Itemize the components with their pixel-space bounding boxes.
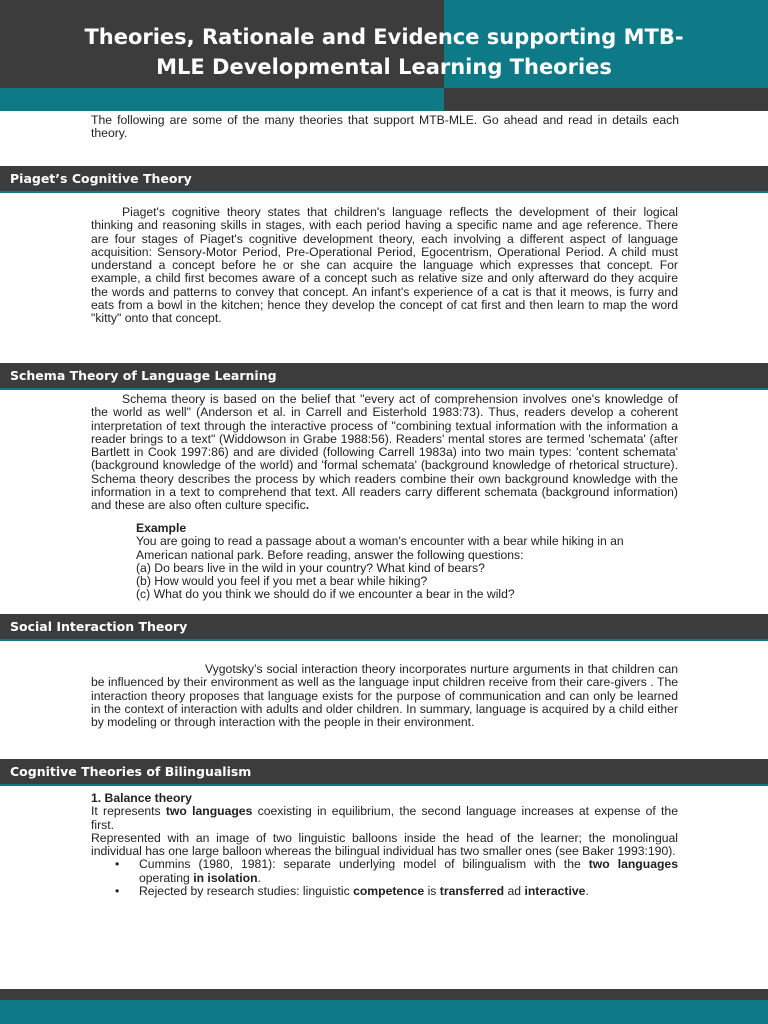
- footer-teal-band: [0, 1000, 768, 1024]
- intro-paragraph: The following are some of the many theories that support MTB-MLE. Go ahead and read in details each theory.: [91, 113, 679, 141]
- piaget-body: [91, 206, 678, 326]
- section-heading-schema: Schema Theory of Language Learning: [10, 368, 277, 383]
- balance-paragraph-1: [91, 805, 678, 832]
- example-question-a: (a) Do bears live in the wild in your country? What kind of bears?: [136, 560, 485, 575]
- schema-paragraph: [91, 393, 678, 513]
- schema-example: [136, 522, 676, 602]
- bullet2-bold-f: interactive: [524, 884, 586, 899]
- section-bar-bilingual: [0, 759, 768, 786]
- bullet-dot-icon: •: [115, 857, 120, 872]
- section-heading-piaget: Piaget’s Cognitive Theory: [10, 171, 192, 186]
- schema-paragraph-end: .: [305, 498, 310, 513]
- example-text: You are going to read a passage about a woman's encounter with a bear while hiking in an American national park. Before reading, answer the following questions:: [136, 534, 624, 562]
- bullet1-text-a: Cummins (1980, 1981): separate underlying model of bilingualism with the: [139, 857, 589, 872]
- example-label: Example: [136, 521, 187, 535]
- page-title-line-1: Theories, Rationale and Evidence supporting MTB-: [84, 25, 684, 49]
- header-band-teal: [0, 88, 444, 111]
- balance-theory-heading: 1. Balance theory: [91, 791, 192, 805]
- schema-body: [91, 393, 678, 513]
- balance-bullets: [115, 858, 678, 898]
- page-title-line-2: MLE Developmental Learning Theories: [156, 55, 612, 79]
- bullet1-text-e: .: [257, 870, 261, 885]
- bullet2-text-c: is: [424, 884, 440, 899]
- section-bar-piaget: [0, 166, 768, 193]
- bullet1-text-c: operating: [139, 870, 194, 885]
- p1-bold: two languages: [165, 804, 253, 819]
- p1-text-a: It represents: [91, 804, 166, 819]
- section-bar-schema: [0, 363, 768, 390]
- page-title: [0, 22, 768, 82]
- bullet-item-cummins: [115, 858, 678, 885]
- schema-paragraph-text: Schema theory is based on the belief that "every act of comprehension involves one's knowledge of the world as well" (Anderson et al. in Carrell and Eisterhold 1983:73). Thus, readers develop a coherent interpretation of text through the interactive process of "combining textual information with the information a reader brings to a text" (Widdowson in Grabe 1988:56). Readers' mental stores are termed 'schemata' (after Bartlett in Cook 1997:86) and are divided (following Carrell 1983a) into two main types: 'content schemata' (background knowledge of the world) and 'formal schemata' (background knowledge of rhetorical structure). Schema theory describes the process by which readers combine their own background knowledge with the information in a text to comprehend that text. All readers carry different schemata (background information) and these are also often culture specific: [91, 392, 678, 513]
- section-heading-bilingual: Cognitive Theories of Bilingualism: [10, 764, 252, 779]
- bullet-item-rejected: [115, 885, 678, 898]
- bullet-dot-icon: •: [115, 884, 120, 899]
- social-paragraph: Vygotsky’s social interaction theory incorporates nurture arguments in that children can be influenced by their environment as well as the language input children receive from their care-givers . The interaction theory proposes that language exists for the purpose of communication and can only be learned in the context of interaction with adults and older children. In summary, language is acquired by a child either by modeling or through interaction with the people in their environment.: [91, 662, 678, 730]
- p1-text-c: coexisting in equilibrium, the second language increases at expense of the first.: [91, 804, 678, 832]
- balance-paragraph-2: Represented with an image of two linguistic balloons inside the head of the learner; the monolingual individual has one large balloon whereas the bilingual individual has two smaller ones (see Baker 1993:190).: [91, 830, 678, 859]
- bullet2-text-e: ad: [504, 884, 525, 899]
- bullet1-bold-b: two languages: [588, 857, 678, 872]
- bullet2-text-g: .: [585, 884, 589, 899]
- social-body: [91, 663, 678, 729]
- bullet2-text-a: Rejected by research studies: linguistic: [139, 884, 354, 899]
- example-question-b: (b) How would you feel if you met a bear while hiking?: [136, 574, 428, 589]
- example-question-c: (c) What do you think we should do if we encounter a bear in the wild?: [136, 587, 515, 602]
- bullet1-bold-d: in isolation: [193, 870, 258, 885]
- bullet2-bold-b: competence: [353, 884, 425, 899]
- bullet2-bold-d: transferred: [439, 884, 505, 899]
- header-band-dark: [444, 88, 768, 111]
- section-heading-social: Social Interaction Theory: [10, 619, 188, 634]
- section-bar-social: [0, 614, 768, 641]
- piaget-paragraph: Piaget's cognitive theory states that children's language reflects the development of their logical thinking and reasoning skills in stages, with each period having a specific name and age reference. There are four stages of Piaget's cognitive development theory, each involving a different aspect of language acquisition: Sensory-Motor Period, Pre-Operational Period, Egocentrism, Operational Period. A child must understand a concept before he or she can acquire the language which expresses that concept. For example, a child first becomes aware of a concept such as relative size and only afterward do they acquire the words and patterns to convey that concept. An infant's experience of a cat is that it meows, is furry and eats from a bowl in the kitchen; hence they develop the concept of cat first and then learn to map the word "kitty" onto that concept.: [91, 205, 678, 326]
- footer-dark-band: [0, 989, 768, 1000]
- bilingual-body: [91, 792, 678, 898]
